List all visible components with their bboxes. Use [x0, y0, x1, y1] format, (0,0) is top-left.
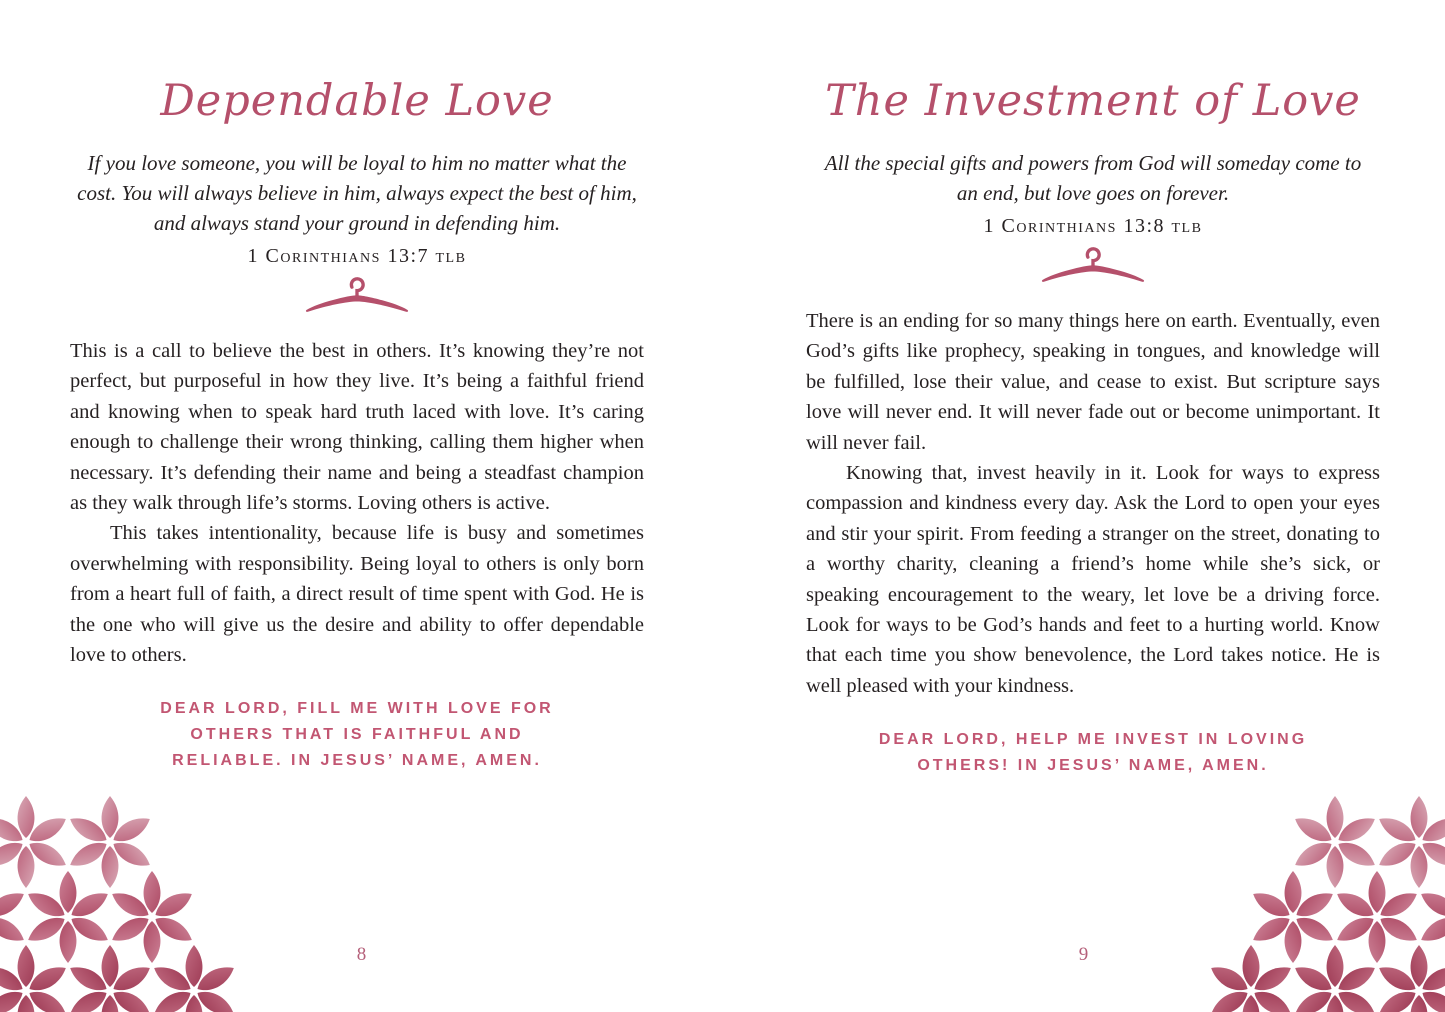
prayer-text: DEAR LORD, FILL ME WITH LOVE FOR OTHERS THAT IS FAITHFUL AND RELIABLE. IN JESUS’ NAME, AMEN.	[160, 700, 554, 770]
devotional-paragraph: Knowing that, invest heavily in it. Look for ways to express compassion and kindness every day. Ask the Lord to open your eyes and stir your spirit. From feeding a stranger on the street, donating to a worthy charity, cleaning a friend’s home while she’s sick, or speaking encouragement to the weary, let love be a driving force. Look for ways to be God’s hands and feet to a hurting world. Know that each time you show benevolence, the Lord takes notice. He is well pleased with your kindness.	[806, 462, 1380, 697]
page-right	[722, 0, 1445, 1012]
page-title: Dependable Love	[160, 76, 554, 126]
page-left-content	[70, 72, 644, 774]
scripture-quote: If you love someone, you will be loyal to him no matter what the cost. You will always believe in him, always expect the best of him, and always stand your ground in defending him.	[77, 151, 637, 235]
page-number: 8	[356, 944, 367, 965]
page-number: 9	[1078, 944, 1089, 965]
page-title: The Investment of Love	[825, 76, 1361, 126]
scripture-reference: 1 Corinthians 13:8 tlb	[983, 215, 1203, 237]
devotional-paragraph: This takes intentionality, because life is busy and sometimes overwhelming with responsibility. Being loyal to others is only born from a heart full of faith, a direct result of time spent with God. He is the one who will give us the desire and ability to offer dependable love to others.	[70, 522, 644, 667]
hanger-icon	[70, 274, 644, 328]
devotional-paragraph: This is a call to believe the best in others. It’s knowing they’re not perfect, but purposeful in how they live. It’s being a faithful friend and knowing when to speak hard truth laced with love. It’s caring enough to challenge their wrong thinking, calling them higher when necessary. It’s defending their name and being a steadfast champion as they walk through life’s storms. Loving others is active.	[70, 340, 644, 515]
hanger-icon	[806, 244, 1380, 298]
prayer-text: DEAR LORD, HELP ME INVEST IN LOVING OTHERS! IN JESUS’ NAME, AMEN.	[878, 731, 1308, 775]
page-right-content	[806, 72, 1380, 779]
flower-pattern	[0, 777, 245, 1012]
flower-pattern	[1200, 777, 1445, 1012]
devotional-paragraph: There is an ending for so many things here on earth. Eventually, even God’s gifts like prophecy, speaking in tongues, and knowledge will be fulfilled, lose their value, and cease to exist. But scripture says love will never end. It will never fade out or become unimportant. It will never fail.	[806, 310, 1380, 454]
scripture-reference: 1 Corinthians 13:7 tlb	[247, 245, 467, 267]
scripture-quote: All the special gifts and powers from God will someday come to an end, but love goes on forever.	[824, 151, 1362, 205]
